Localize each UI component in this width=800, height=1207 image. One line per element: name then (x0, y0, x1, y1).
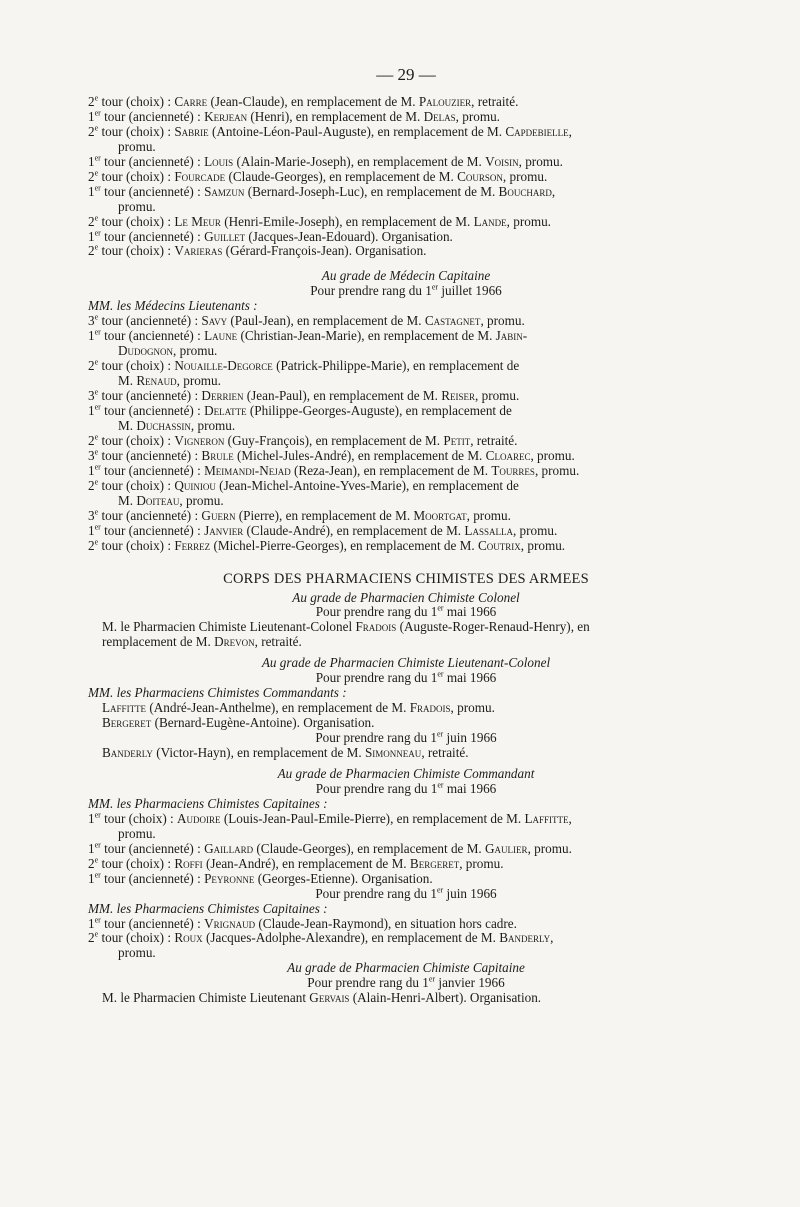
officer-name: Delatte (204, 403, 247, 419)
promotion-entry (88, 716, 710, 731)
tour-ordinal-suffix: er (94, 840, 101, 850)
tour-ordinal: 2 (88, 477, 95, 493)
promotion-entry (88, 125, 710, 140)
tour-ordinal: 1 (88, 403, 95, 419)
tour-ordinal-suffix: e (94, 243, 99, 253)
rang-date: Pour prendre rang du 1er juin 1966 (315, 885, 497, 901)
promotion-entry (88, 464, 710, 479)
replaced-officer-name: Castagnet (424, 313, 481, 329)
tour-type: tour (ancienneté) : (104, 328, 201, 344)
promotion-entry (88, 812, 710, 827)
tour-ordinal-suffix: er (94, 108, 101, 118)
colonel-entry: M. le Pharmacien Chimiste Lieutenant-Colonel Fradois (Auguste-Roger-Renaud-Henry), en (102, 619, 590, 635)
tour-ordinal-suffix: er (94, 915, 101, 925)
promotion-entry (88, 404, 710, 419)
entry-status: promu. (118, 138, 156, 154)
tour-ordinal-suffix: e (94, 447, 99, 457)
entry-status: , promu. (466, 507, 511, 523)
entry-status: , promu. (459, 855, 504, 871)
promotion-list-section-2 (88, 314, 710, 553)
tour-ordinal: 1 (88, 228, 95, 244)
tour-ordinal: 1 (88, 108, 95, 124)
tour-ordinal-suffix: e (94, 507, 99, 517)
tour-ordinal-suffix: e (94, 168, 99, 178)
officer-details: (Guy-François), en remplacement de M. (227, 432, 441, 448)
replaced-officer-name: Bouchard (498, 183, 552, 199)
tour-ordinal: 1 (88, 183, 95, 199)
promotion-entry (88, 931, 710, 946)
rang-date: Pour prendre rang du 1er mai 1966 (315, 669, 497, 686)
tour-ordinal-suffix: e (94, 93, 99, 103)
rang-date: Pour prendre rang du 1er juin 1966 (315, 729, 497, 746)
promotion-entry (88, 701, 710, 716)
entry-status: , promu. (480, 313, 525, 329)
officer-name: Meimandi-Nejad (204, 462, 291, 478)
entry-status: , retraité. (470, 432, 518, 448)
officer-details: (Bernard-Eugène-Antoine). Organisation. (154, 715, 375, 731)
tour-ordinal: 2 (88, 855, 95, 871)
promotion-entry (88, 95, 710, 110)
tour-type: tour (ancienneté) : (104, 228, 201, 244)
tour-type: tour (choix) : (101, 93, 172, 109)
tour-type: tour (ancienneté) : (101, 507, 199, 523)
promotion-entry (88, 842, 710, 857)
cont-prefix: M. (118, 373, 134, 389)
tour-ordinal: 2 (88, 930, 95, 946)
replaced-officer-name: Fradois (409, 700, 451, 716)
promotion-entry (88, 329, 710, 344)
officer-name: Sabrie (174, 123, 209, 139)
tour-ordinal-suffix: er (94, 522, 101, 532)
tour-ordinal-suffix: er (94, 462, 101, 472)
entry-status: , promu. (518, 153, 563, 169)
replaced-officer-name: Palouzier (418, 93, 472, 109)
tour-ordinal: 1 (88, 328, 95, 344)
officer-name: Vrignaud (204, 915, 256, 931)
officer-details: (Jean-André), en remplacement de M. (205, 855, 407, 871)
tour-ordinal-suffix: e (94, 537, 99, 547)
tour-type: tour (choix) : (101, 123, 172, 139)
officer-name: Janvier (204, 522, 244, 538)
tour-type: tour (ancienneté) : (104, 840, 201, 856)
list-intro: MM. les Pharmaciens Chimistes Capitaines : (88, 795, 328, 811)
officer-details: (Gérard-François-Jean). Organisation. (225, 243, 427, 259)
corps-heading: CORPS DES PHARMACIENS CHIMISTES DES ARMEES (223, 570, 589, 587)
replaced-officer-name: Courson (457, 168, 503, 184)
tour-type: tour (choix) : (101, 537, 172, 553)
entry-status: , (551, 183, 556, 199)
promotion-entry (88, 244, 710, 259)
tour-type: tour (ancienneté) : (104, 870, 201, 886)
tour-type: tour (ancienneté) : (101, 388, 199, 404)
officer-details: (Reza-Jean), en remplacement de M. (294, 462, 489, 478)
tour-type: tour (ancienneté) : (104, 183, 201, 199)
replaced-officer-name: Capdebielle (505, 123, 569, 139)
tour-ordinal: 3 (88, 447, 95, 463)
tour-ordinal: 1 (88, 810, 95, 826)
officer-name: Audoire (177, 810, 221, 826)
officer-details: (Victor-Hayn), en remplacement de M. (156, 745, 362, 761)
tour-type: tour (choix) : (101, 168, 172, 184)
entry-status: , retraité. (471, 93, 519, 109)
officer-name: Varieras (174, 243, 223, 259)
tour-ordinal: 1 (88, 462, 95, 478)
officer-details: (Henri), en remplacement de M. (250, 108, 421, 124)
entry-status: , promu. (534, 462, 580, 478)
entry-status: , promu. (176, 373, 221, 389)
promotion-entry (88, 185, 710, 200)
cont-prefix: M. (118, 417, 134, 433)
tour-type: tour (choix) : (101, 243, 172, 259)
officer-details: (Michel-Jules-André), en remplacement de M. (237, 447, 483, 463)
grade-title-pharmacien-commandant: Au grade de Pharmacien Chimiste Commandant (277, 765, 535, 781)
promotion-entry-cont (88, 946, 710, 961)
replaced-officer-name: Moortgat (413, 507, 467, 523)
replaced-officer-name: Banderly (499, 930, 551, 946)
promotion-entry-cont (88, 419, 710, 434)
officer-details: (Patrick-Philippe-Marie), en remplacement de (276, 358, 520, 374)
officer-details: (Philippe-Georges-Auguste), en remplacement de (249, 403, 512, 419)
promotion-entry-cont (88, 140, 710, 155)
officer-name: Savy (201, 313, 228, 329)
tour-type: tour (choix) : (104, 810, 174, 826)
document-page (88, 65, 710, 1006)
officer-details: (Paul-Jean), en remplacement de M. (230, 313, 422, 329)
replaced-officer-name: Coutrix (477, 537, 521, 553)
tour-ordinal: 3 (88, 313, 95, 329)
tour-ordinal: 2 (88, 537, 95, 553)
officer-details: (Claude-André), en remplacement de M. (246, 522, 462, 538)
officer-details: (Alain-Marie-Joseph), en remplacement de M. (236, 153, 482, 169)
officer-details: (Jean-Claude), en remplacement de M. (210, 93, 416, 109)
officer-name: Brule (201, 447, 234, 463)
tour-type: tour (ancienneté) : (104, 522, 201, 538)
replaced-officer-name: Petit (443, 432, 471, 448)
tour-type: tour (ancienneté) : (104, 403, 201, 419)
tour-ordinal: 2 (88, 93, 95, 109)
tour-ordinal-suffix: er (94, 402, 101, 412)
promotion-entry (88, 872, 710, 887)
replaced-officer-name: Doiteau (136, 492, 180, 508)
entry-status: promu. (118, 198, 156, 214)
officer-details: (Claude-Georges), en remplacement de M. (256, 840, 482, 856)
promotion-list-section-1 (88, 95, 710, 259)
tour-ordinal-suffix: er (94, 810, 101, 820)
officer-name: Le Meur (174, 213, 221, 229)
promotion-entry (88, 524, 710, 539)
promotion-entry-cont (88, 374, 710, 389)
promotion-entry (88, 449, 710, 464)
officer-details: (Jean-Michel-Antoine-Yves-Marie), en remplacement de (219, 477, 519, 493)
entry-status: , promu. (475, 388, 520, 404)
officer-name: Vigneron (174, 432, 225, 448)
tour-type: tour (choix) : (101, 477, 172, 493)
tour-type: tour (ancienneté) : (104, 108, 201, 124)
entry-status: , (550, 930, 554, 946)
tour-type: tour (choix) : (101, 213, 172, 229)
promotion-entry (88, 215, 710, 230)
capitaine-entry: M. le Pharmacien Chimiste Lieutenant Gervais (Alain-Henri-Albert). Organisation. (102, 990, 542, 1006)
officer-details: (Henri-Emile-Joseph), en remplacement de M. (224, 213, 471, 229)
replaced-officer-name: Gaulier (485, 840, 528, 856)
replaced-officer-name: Cloarec (485, 447, 531, 463)
replaced-officer-name: Laffitte (524, 810, 569, 826)
entry-status: , promu. (512, 522, 558, 538)
promotion-entry (88, 479, 710, 494)
officer-details: (Claude-Georges), en remplacement de M. (228, 168, 454, 184)
replaced-officer-name: Duchassin (136, 417, 191, 433)
officer-name: Laune (204, 328, 238, 344)
tour-type: tour (ancienneté) : (104, 462, 201, 478)
officer-details: (Bernard-Joseph-Luc), en remplacement de M. (247, 183, 496, 199)
replaced-officer-name: Dudognon (118, 343, 174, 359)
promotion-entry (88, 314, 710, 329)
officer-name: Roux (174, 930, 203, 946)
tour-type: tour (ancienneté) : (104, 153, 201, 169)
tour-type: tour (choix) : (101, 855, 172, 871)
promotion-list-section-4b (88, 917, 710, 962)
grade-title-medecin-capitaine: Au grade de Médecin Capitaine (321, 268, 491, 284)
promotion-list-section-4a (88, 812, 710, 887)
officer-name: Quiniou (174, 477, 216, 493)
tour-ordinal: 2 (88, 243, 95, 259)
entry-status: , promu. (506, 213, 551, 229)
promotion-entry (88, 359, 710, 374)
tour-ordinal-suffix: er (94, 870, 101, 880)
entry-status: , promu. (520, 537, 566, 553)
tour-ordinal-suffix: er (94, 327, 101, 337)
officer-name: Derrien (201, 388, 244, 404)
cont-prefix: M. (118, 492, 134, 508)
list-intro: MM. les Pharmaciens Chimistes Capitaines : (88, 900, 328, 916)
replaced-officer-name: Renaud (136, 373, 177, 389)
entry-status: , promu. (190, 417, 236, 433)
entry-status: , promu. (527, 840, 572, 856)
entry-status: promu. (118, 945, 156, 961)
entry-status: , promu. (502, 168, 548, 184)
tour-ordinal: 3 (88, 507, 95, 523)
tour-ordinal: 2 (88, 213, 95, 229)
promotion-entry (88, 857, 710, 872)
tour-ordinal-suffix: e (94, 357, 99, 367)
replaced-officer-name: Delas (423, 108, 456, 124)
tour-type: tour (ancienneté) : (104, 915, 201, 931)
tour-type: tour (ancienneté) : (101, 447, 199, 463)
tour-ordinal-suffix: e (94, 855, 99, 865)
replaced-officer-name: Voisin (485, 153, 519, 169)
officer-name: Bergeret (102, 715, 152, 731)
officer-name: Nouaille-Degorce (174, 358, 273, 374)
entry-status: , promu. (530, 447, 575, 463)
promotion-entry (88, 509, 710, 524)
officer-name: Fourcade (174, 168, 226, 184)
tour-ordinal: 2 (88, 168, 95, 184)
page-number: — 29 — (376, 65, 436, 84)
officer-details: (Pierre), en remplacement de M. (238, 507, 411, 523)
promotion-entry (88, 539, 710, 554)
replaced-officer-name: Reiser (441, 388, 475, 404)
officer-name: Guern (201, 507, 236, 523)
colonel-entry-cont: remplacement de M. Drevon, retraité. (102, 634, 302, 650)
list-intro: MM. les Médecins Lieutenants : (88, 298, 258, 314)
tour-ordinal-suffix: e (94, 312, 99, 322)
tour-ordinal: 1 (88, 915, 95, 931)
entry-status: , promu. (173, 343, 218, 359)
rang-date: Pour prendre rang du 1er mai 1966 (315, 780, 497, 796)
promotion-entry (88, 110, 710, 125)
promotion-entry (88, 170, 710, 185)
grade-title-pharmacien-capitaine: Au grade de Pharmacien Chimiste Capitaine (287, 960, 525, 976)
officer-details: (Jacques-Jean-Edouard). Organisation. (248, 228, 453, 244)
promotion-entry (88, 746, 710, 761)
tour-type: tour (ancienneté) : (101, 313, 199, 329)
rang-date: Pour prendre rang du 1er mai 1966 (315, 604, 497, 620)
tour-ordinal-suffix: e (94, 477, 99, 487)
promotion-entry-cont (88, 344, 710, 359)
replaced-officer-name: Jabin- (495, 328, 528, 344)
tour-ordinal-suffix: er (94, 153, 101, 163)
tour-ordinal: 1 (88, 840, 95, 856)
officer-details: (Louis-Jean-Paul-Emile-Pierre), en remplacement de M. (223, 810, 522, 826)
officer-details: (André-Jean-Anthelme), en remplacement de M. (149, 700, 407, 716)
tour-ordinal: 1 (88, 153, 95, 169)
entry-status: , (568, 123, 572, 139)
tour-ordinal: 2 (88, 358, 95, 374)
tour-ordinal: 2 (88, 432, 95, 448)
rang-date: Pour prendre rang du 1er juillet 1966 (310, 283, 502, 299)
tour-ordinal-suffix: e (94, 387, 99, 397)
officer-details: (Claude-Jean-Raymond), en situation hors cadre. (258, 915, 517, 931)
tour-ordinal-suffix: er (94, 228, 101, 238)
officer-details: (Jacques-Adolphe-Alexandre), en remplacement de M. (205, 930, 496, 946)
promotion-entry-cont (88, 200, 710, 215)
officer-details: (Christian-Jean-Marie), en remplacement de M. (240, 328, 493, 344)
replaced-officer-name: Lassalla (464, 522, 513, 538)
officer-name: Guillet (204, 228, 246, 244)
replaced-officer-name: Tourres (491, 462, 535, 478)
officer-details: (Georges-Etienne). Organisation. (257, 870, 433, 886)
officer-name: Carre (174, 93, 208, 109)
promotion-entry (88, 389, 710, 404)
entry-status: , promu. (455, 108, 500, 124)
list-intro: MM. les Pharmaciens Chimistes Commandants : (88, 685, 347, 701)
officer-details: (Antoine-Léon-Paul-Auguste), en remplacement de M. (211, 123, 503, 139)
tour-ordinal-suffix: e (94, 432, 99, 442)
tour-ordinal: 1 (88, 522, 95, 538)
officer-name: Samzun (204, 183, 245, 199)
entry-status: , promu. (450, 700, 495, 716)
tour-ordinal-suffix: e (94, 123, 99, 133)
officer-name: Banderly (102, 745, 153, 761)
rang-date: Pour prendre rang du 1er janvier 1966 (307, 974, 505, 991)
officer-name: Ferrez (174, 537, 211, 553)
promotion-entry-cont (88, 827, 710, 842)
promotion-list-section-3b (88, 746, 710, 761)
entry-status: , (568, 810, 572, 826)
entry-status: promu. (118, 825, 156, 841)
officer-name: Peyronne (204, 870, 255, 886)
officer-name: Kerjean (204, 108, 248, 124)
promotion-entry (88, 155, 710, 170)
replaced-officer-name: Lande (473, 213, 507, 229)
replaced-officer-name: Bergeret (409, 855, 460, 871)
tour-type: tour (choix) : (101, 930, 172, 946)
officer-name: Louis (204, 153, 234, 169)
tour-ordinal-suffix: e (94, 213, 99, 223)
entry-status: , promu. (179, 492, 224, 508)
entry-status: , retraité. (421, 745, 469, 761)
officer-name: Laffitte (102, 700, 147, 716)
officer-details: (Michel-Pierre-Georges), en remplacement de M. (213, 537, 475, 553)
replaced-officer-name: Simonneau (364, 745, 422, 761)
tour-type: tour (choix) : (101, 358, 172, 374)
tour-ordinal: 2 (88, 123, 95, 139)
officer-name: Gaillard (204, 840, 254, 856)
promotion-entry-cont (88, 494, 710, 509)
promotion-list-section-3a (88, 701, 710, 731)
officer-name: Roffi (174, 855, 203, 871)
promotion-entry (88, 434, 710, 449)
grade-title-pharmacien-lt-colonel: Au grade de Pharmacien Chimiste Lieutenant-Colonel (261, 655, 551, 671)
tour-ordinal: 1 (88, 870, 95, 886)
tour-ordinal-suffix: er (94, 183, 101, 193)
tour-ordinal: 3 (88, 388, 95, 404)
officer-details: (Jean-Paul), en remplacement de M. (246, 388, 438, 404)
grade-title-pharmacien-colonel: Au grade de Pharmacien Chimiste Colonel (292, 589, 520, 605)
tour-type: tour (choix) : (101, 432, 172, 448)
tour-ordinal-suffix: e (94, 930, 99, 940)
